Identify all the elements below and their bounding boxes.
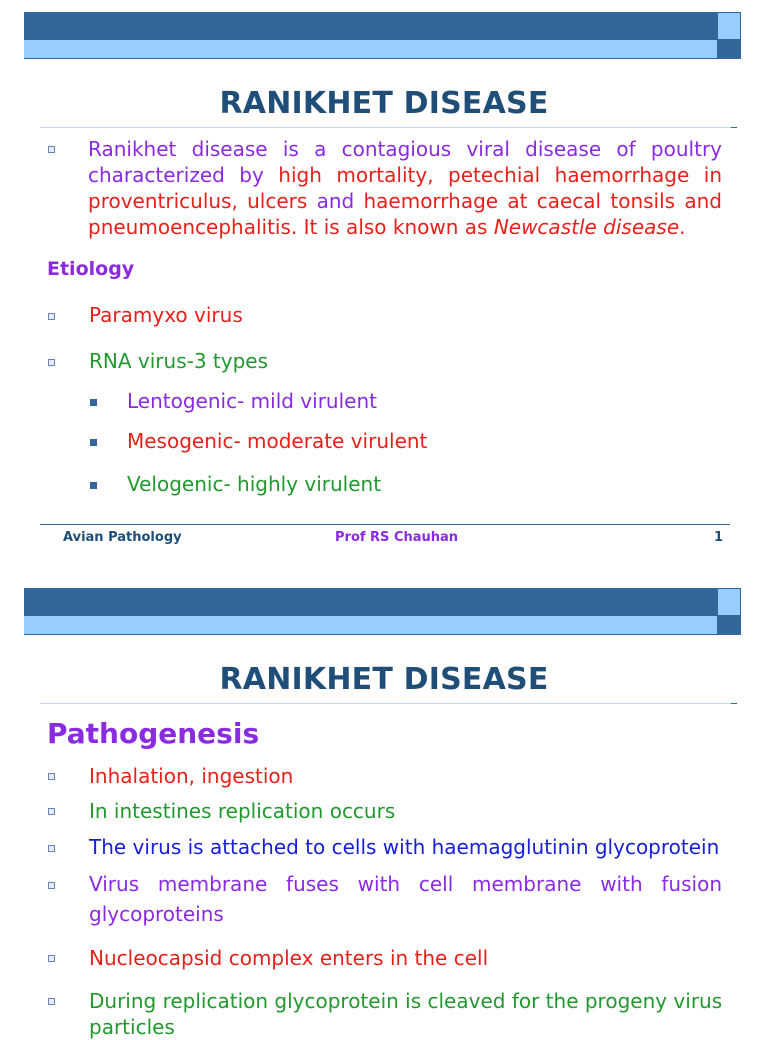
bullet-cleavage-cont: particles xyxy=(89,1015,175,1039)
sub-bullet-mesogenic: Mesogenic- moderate virulent xyxy=(127,429,428,453)
intro-text-4: haemorrhage at caecal tonsils and pneumoencephalitis. It is also known as xyxy=(88,189,722,239)
header-corner-light xyxy=(717,12,741,40)
intro-text-3: and xyxy=(316,189,355,213)
slide-2 xyxy=(0,576,768,1039)
pathogenesis-heading: Pathogenesis xyxy=(47,717,260,750)
bullet-square-icon xyxy=(48,955,55,962)
slide-title: RANIKHET DISEASE xyxy=(219,662,549,697)
bullet-square-icon xyxy=(48,882,55,889)
bullet-membrane-fusion: Virus membrane fuses with cell membrane with fusion xyxy=(89,872,722,896)
bullet-replication: In intestines replication occurs xyxy=(89,799,396,823)
title-divider xyxy=(40,703,737,704)
bullet-square-icon xyxy=(48,773,55,780)
slide-title: RANIKHET DISEASE xyxy=(219,86,549,121)
sub-bullet-velogenic: Velogenic- highly virulent xyxy=(127,472,382,496)
footer-divider xyxy=(40,524,730,525)
title-divider xyxy=(40,127,737,128)
header-band-light xyxy=(24,40,717,59)
intro-paragraph xyxy=(88,136,722,240)
sub-bullet-icon xyxy=(90,399,97,406)
intro-text-1: Ranikhet disease is a contagious viral disease of poultry characterized by xyxy=(88,137,722,187)
header-band-dark xyxy=(24,12,717,40)
bullet-square-icon xyxy=(48,845,55,852)
bullet-rna-virus: RNA virus-3 types xyxy=(89,349,269,373)
bullet-nucleocapsid: Nucleocapsid complex enters in the cell xyxy=(89,946,489,970)
bullet-cleavage: During replication glycoprotein is cleaved for the progeny virus xyxy=(89,989,723,1013)
etiology-heading: Etiology xyxy=(47,258,135,280)
sub-bullet-icon xyxy=(90,482,97,489)
bullet-inhalation: Inhalation, ingestion xyxy=(89,764,294,788)
header-corner-light xyxy=(717,588,741,616)
bullet-square-icon xyxy=(48,359,55,366)
bullet-membrane-fusion-cont: glycoproteins xyxy=(89,902,224,926)
header-band-dark xyxy=(24,588,717,616)
bullet-square-icon xyxy=(48,313,55,320)
intro-text-5: Newcastle disease xyxy=(493,215,680,239)
footer-author: Prof RS Chauhan xyxy=(335,530,459,545)
bullet-square-icon xyxy=(48,998,55,1005)
bullet-attachment: The virus is attached to cells with haemagglutinin glycoprotein xyxy=(89,835,720,859)
header-corner-dark xyxy=(717,40,741,59)
header-corner-dark xyxy=(717,616,741,635)
title-divider-tick xyxy=(731,127,737,128)
sub-bullet-lentogenic: Lentogenic- mild virulent xyxy=(127,389,377,413)
bullet-paramyxo: Paramyxo virus xyxy=(89,303,243,327)
intro-text-2: high mortality, petechial haemorrhage in proventriculus, ulcers xyxy=(88,163,722,213)
bullet-square-icon xyxy=(48,146,55,153)
bullet-square-icon xyxy=(48,808,55,815)
intro-text-6: . xyxy=(679,215,686,239)
header-band-light xyxy=(24,616,717,635)
footer-course: Avian Pathology xyxy=(63,530,182,545)
sub-bullet-icon xyxy=(90,439,97,446)
footer-page-number: 1 xyxy=(714,530,724,545)
title-divider-tick xyxy=(731,703,737,704)
